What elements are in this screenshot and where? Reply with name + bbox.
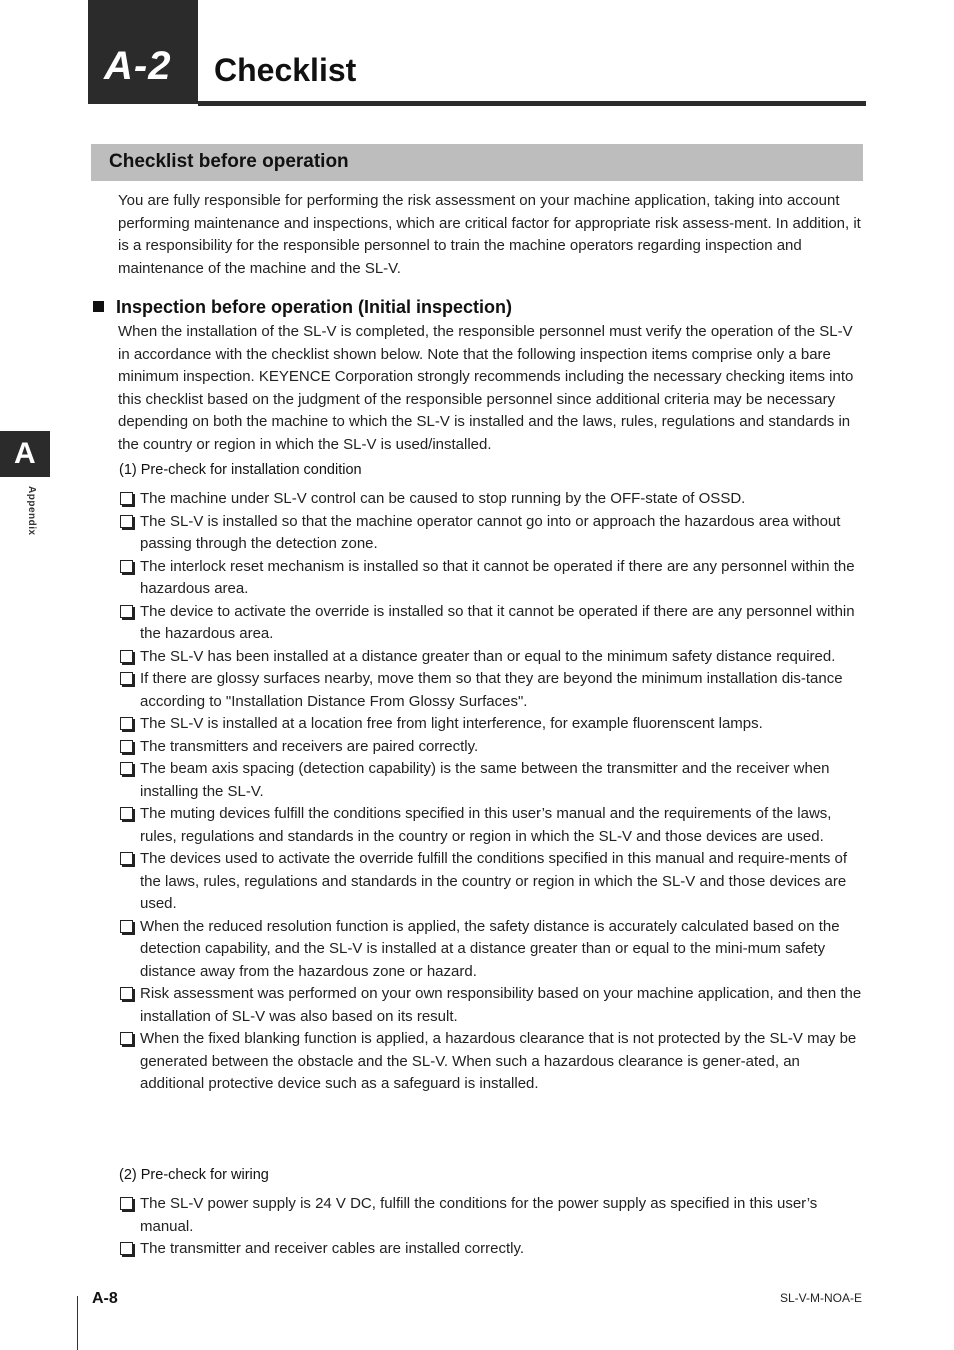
- checklist-item-text: The muting devices fulfill the conditions specified in this user’s manual and the requirements of the laws, rules, regulations and standards in the country or region in which the SL-V and those devices are used.: [140, 805, 832, 845]
- intro-paragraph: You are fully responsible for performing the risk assessment on your machine application, taking into account performing maintenance and inspections, which are critical factor for appropriate risk assess-ment. In addition, it is a responsibility for the responsible personnel to train the machine operators regarding inspection and maintenance of the machine and the SL-V.: [118, 192, 861, 277]
- precheck1-heading: (1) Pre-check for installation condition: [119, 462, 362, 478]
- checklist-item: [118, 1238, 863, 1261]
- checklist-item-text: When the reduced resolution function is applied, the safety distance is accurately calculated based on the detection capability, and the SL-V is installed at a distance greater than or equal to the mini-mum safety distance away from the hazardous zone or hazard.: [140, 917, 840, 980]
- checkbox-icon[interactable]: [120, 920, 133, 933]
- checklist-item-text: The transmitters and receivers are paired correctly.: [140, 737, 479, 755]
- checkbox-icon[interactable]: [120, 1197, 133, 1210]
- checkbox-icon[interactable]: [120, 492, 133, 505]
- precheck1-list: [118, 488, 863, 1096]
- checkbox-icon[interactable]: [120, 987, 133, 1000]
- side-tab-label: Appendix: [26, 486, 37, 536]
- side-tab: [0, 431, 50, 477]
- checklist-item-text: The device to activate the override is installed so that it cannot be operated if there are any personnel within the hazardous area.: [140, 602, 855, 642]
- checklist-item-text: The SL-V is installed at a location free from light interference, for example fluorenscent lamps.: [140, 715, 763, 732]
- precheck2-list: [118, 1193, 863, 1261]
- document-code: SL-V-M-NOA-E: [779, 1291, 862, 1305]
- page-number: A-8: [92, 1290, 118, 1307]
- checklist-item-text: The SL-V is installed so that the machine operator cannot go into or approach the hazardous area without passing through the detection zone.: [140, 512, 841, 552]
- checklist-item: [118, 803, 863, 848]
- checklist-item-text: The beam axis spacing (detection capability) is the same between the transmitter and the receiver when installing the SL-V.: [140, 760, 830, 800]
- checkbox-icon[interactable]: [120, 560, 133, 573]
- checkbox-icon[interactable]: [120, 762, 133, 775]
- checklist-item: [118, 1028, 863, 1096]
- side-tab-letter: A: [14, 437, 36, 470]
- checklist-item: [118, 916, 863, 984]
- checkbox-icon[interactable]: [120, 672, 133, 685]
- square-bullet-icon: [93, 301, 104, 312]
- checklist-item-text: The machine under SL-V control can be caused to stop running by the OFF-state of OSSD.: [140, 490, 746, 507]
- checklist-item-text: The devices used to activate the override fulfill the conditions specified in this manual and require-ments of the laws, rules, regulations and standards in the country or region in which the SL-V and those devices are used.: [140, 850, 848, 912]
- checklist-item: [118, 1193, 863, 1238]
- checklist-item: [118, 758, 863, 803]
- checklist-item: [118, 848, 863, 916]
- inspection-heading: [93, 297, 512, 318]
- checklist-item: [118, 646, 863, 669]
- checklist-item: [118, 601, 863, 646]
- checkbox-icon[interactable]: [120, 717, 133, 730]
- checkbox-icon[interactable]: [120, 605, 133, 618]
- checkbox-icon[interactable]: [120, 1032, 133, 1045]
- checkbox-icon[interactable]: [120, 740, 133, 753]
- checklist-item: [118, 713, 863, 736]
- checkbox-icon[interactable]: [120, 650, 133, 663]
- checkbox-icon[interactable]: [120, 852, 133, 865]
- checklist-item: [118, 668, 863, 713]
- checklist-item: [118, 983, 863, 1028]
- checklist-item-text: When the fixed blanking function is applied, a hazardous clearance that is not protected by the SL-V may be generated between the obstacle and the SL-V. When such a hazardous clearance is gener-ated, an additional protective device such as a safeguard is installed.: [140, 1030, 857, 1092]
- checklist-item-text: The transmitter and receiver cables are installed correctly.: [140, 1240, 525, 1257]
- checklist-item-text: Risk assessment was performed on your own responsibility based on your machine application, and then the installation of SL-V was also based on its result.: [140, 985, 862, 1025]
- checklist-item-text: The interlock reset mechanism is installed so that it cannot be operated if there are any personnel within the hazardous area.: [140, 557, 855, 597]
- checklist-item: [118, 556, 863, 601]
- page-title: Checklist: [214, 52, 357, 88]
- inspection-paragraph: When the installation of the SL-V is completed, the responsible personnel must verify the operation of the SL-V in accordance with the checklist shown below. Note that the following inspection items comprise only a bare minimum inspection. KEYENCE Corporation strongly recommends including the necessary checking items into this checklist based on the judgment of the responsible personnel since additional criteria may be necessary depending on both the machine to which the SL-V is installed and the laws, rules, regulations and standards in the country or region in which the SL-V is used/installed.: [118, 323, 854, 453]
- checklist-item-text: If there are glossy surfaces nearby, move them so that they are beyond the minimum installation dis-tance according to "Installation Distance From Glossy Surfaces".: [140, 670, 843, 710]
- checklist-item-text: The SL-V has been installed at a distance greater than or equal to the minimum safety distance required.: [140, 647, 836, 665]
- checkbox-icon[interactable]: [120, 515, 133, 528]
- checkbox-icon[interactable]: [120, 807, 133, 820]
- checkbox-icon[interactable]: [120, 1242, 133, 1255]
- checklist-item: [118, 736, 863, 759]
- section-title: Checklist before operation: [109, 151, 349, 172]
- section-header-bar: [91, 144, 863, 181]
- precheck2-heading: (2) Pre-check for wiring: [119, 1167, 269, 1183]
- inspection-heading-text: Inspection before operation (Initial inspection): [116, 297, 513, 317]
- title-rule: [198, 101, 866, 106]
- checklist-item: [118, 488, 863, 511]
- checklist-item: [118, 511, 863, 556]
- checklist-item-text: The SL-V power supply is 24 V DC, fulfill the conditions for the power supply as specified in this user’s manual.: [140, 1195, 818, 1235]
- footer-rule: [77, 1296, 78, 1350]
- chapter-number: A-2: [104, 44, 172, 88]
